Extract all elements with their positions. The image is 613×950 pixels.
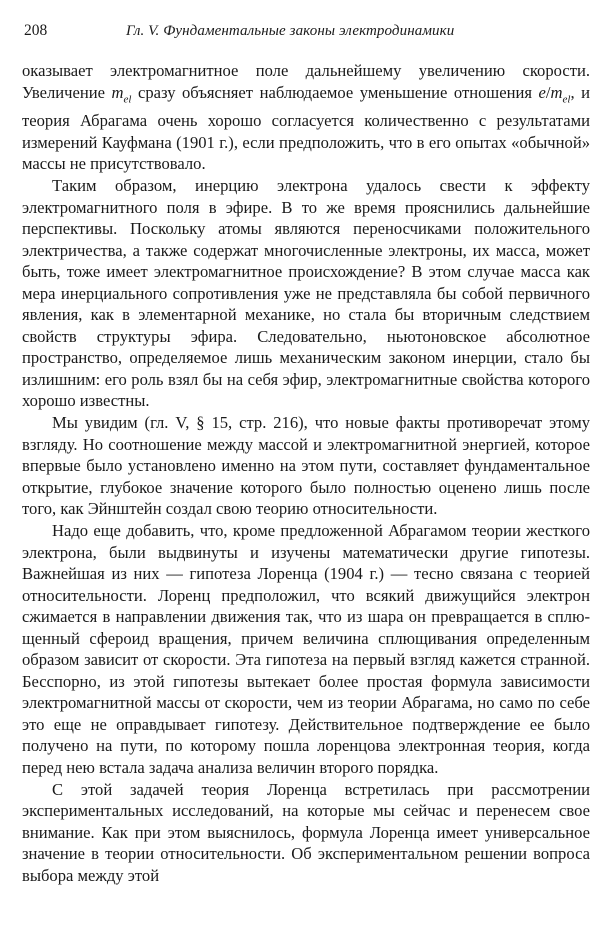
text-run: сразу объясняет наблюдаемое уменьшение отношения: [131, 82, 539, 102]
paragraph-5: [22, 779, 590, 887]
text-run: С этой задачей теория Лоренца встретилась при рассмотрении экспериментальных исследований, на которые мы сейчас и перенесем свое внимание. Как при этом выяснилось, формула Лоренца имеет универсальное значение в теории относительности. Об экспериментальном решении вопроса выбора между этой: [22, 779, 590, 885]
body-text: [22, 60, 590, 886]
subscript: el: [562, 92, 571, 105]
text-run: оказывает электромагнитное поле дальнейшему увеличению скорости. Увеличение: [22, 61, 590, 102]
text-run: Надо еще добавить, что, кроме предложенной Абрагамом теории жесткого электрона, были выдвинуты и изучены математически другие гипотезы. Важнейшая из них — гипотеза Лоренца (1904 г.) — тесно связана с теорией относительности. Лоренц предположил, что всякий движущийся электрон сжимается в направлении движения так, что из шара он превращается в сплющенный сфероид вращения, причем величина сплющивания определенным образом зависит от скорости. Эта гипотеза на первый взгляд кажется странной. Бесспорно, из этой гипотезы вытекает более простая формула зависимости электромагнитной массы от скорости, чем из теории Абрагама, но само по себе это еще не оправдывает гипотезу. Действительное подтверждение ее было получено на пути, по которому пошла лоренцова электронная теория, когда перед нею встала задача анализа величин второго порядка.: [22, 521, 590, 777]
text-run: , и теория Абрагама очень хорошо согласуется количественно с результатами измерений Кауфмана (1901 г.), если предположить, что в его опытах «обычной» массы не присутствовало.: [22, 82, 590, 174]
subscript: el: [123, 92, 132, 105]
text-run: Мы увидим (гл. V, § 15, стр. 216), что новые факты противоречат этому взгляду. Но соотношение между массой и электромагнитной энергией, которое впервые было установлено именно на этом пути, составляет фундаментальное открытие, глубокое значение которого было полностью оценено лишь после того, как Эйнштейн создал свою теорию относительности.: [22, 413, 590, 519]
running-title: Гл. V. Фундаментальные законы электродинамики: [126, 23, 455, 39]
paragraph-1: [22, 60, 590, 175]
paragraph-2: [22, 175, 590, 412]
paragraph-4: [22, 520, 590, 778]
paragraph-3: [22, 412, 590, 520]
math-symbol: e: [538, 82, 546, 102]
text-run: Таким образом, инерцию электрона удалось свести к эффекту электромагнитного поля в эфире. В то же время прояснились дальнейшие перспективы. Поскольку атомы являются переносчиками положительного электричества, а также содержат многочисленные электроны, их масса, может быть, тоже имеет электромагнитное происхождение? В этом случае масса как мера инерциального сопротивления уже не представляла бы собой первичного явления, как в элементарной механике, но стала бы вторичным следствием свойств структуры эфира. Следовательно, ньютоновское абсолютное пространство, определяемое лишь механическим законом инерции, стало бы излишним: его роль взял бы на себя эфир, электромагнитные свойства которого хорошо известны.: [22, 176, 590, 411]
math-symbol: m: [550, 82, 563, 102]
text-run: /: [545, 82, 551, 102]
running-head: [22, 20, 590, 46]
book-page: [22, 20, 590, 886]
math-symbol: m: [111, 82, 124, 102]
page-number: 208: [24, 22, 48, 39]
